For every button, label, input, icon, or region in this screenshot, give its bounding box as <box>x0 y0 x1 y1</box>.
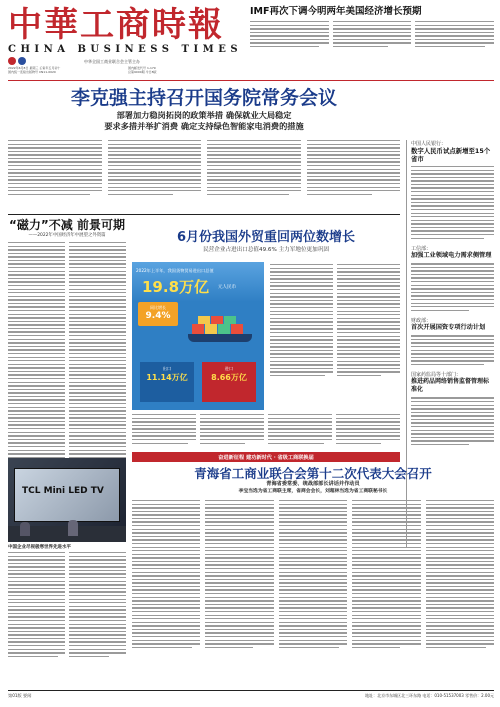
top-story <box>250 6 494 70</box>
lead-body <box>8 140 400 212</box>
infographic-import-value: 8.66万亿 <box>211 373 247 382</box>
sidebar-item-2-kicker: 工信部： <box>411 246 432 253</box>
masthead-logo <box>8 57 16 65</box>
sidebar-item-3-headline: 首次开展国资专项行动计划 <box>411 324 486 332</box>
sidebar-item-3-kicker: 财政部： <box>411 318 432 325</box>
footer-rule <box>8 690 494 691</box>
infographic-growth-value: 9.4% <box>145 311 171 321</box>
lead-subhead-2: 要求多措并举扩消费 确定支持绿色智能家电消费的措施 <box>104 121 304 131</box>
policy-headline: “磁力”不减 前景可期 <box>9 218 125 232</box>
top-story-headline: IMF再次下调今明两年美国经济增长预期 <box>250 6 422 17</box>
footer-left: 第01版 要闻 <box>8 693 32 698</box>
infographic-big-number: 19.8万亿 <box>142 278 210 296</box>
photo-brand-text: TCL Mini LED TV <box>22 486 104 496</box>
bottom-subhead-1: 青海省委常委、统战部部长讲话并作动员 <box>266 481 360 487</box>
masthead <box>8 6 248 74</box>
infographic-export-label: 出口 <box>162 366 172 371</box>
lead-divider <box>8 214 400 215</box>
lead-subhead-1: 部署加力稳岗拓岗的政策举措 确保就业大局稳定 <box>116 110 292 120</box>
sidebar-item-2-headline: 加强工业领域电力需求侧管理 <box>411 252 492 260</box>
sidebar-item-1-kicker: 中国人民银行： <box>411 141 447 147</box>
bottom-headline: 青海省工商业联合会第十二次代表大会召开 <box>194 466 432 481</box>
masthead-logo-2 <box>18 57 26 65</box>
masthead-divider <box>8 80 494 81</box>
product-photo <box>8 458 126 542</box>
masthead-slogan: 中华全国工商业联合会主管主办 <box>84 59 140 64</box>
infographic-growth-box <box>138 302 178 326</box>
lead-story <box>8 86 400 136</box>
ship-illustration <box>186 316 260 360</box>
policy-subhead: ——2022年中国经济年中展望之外资篇 <box>28 233 106 238</box>
banner-text: 奋进新征程 建功新时代 · 省级工商联换届 <box>218 454 314 461</box>
bottom-body <box>132 500 494 686</box>
issue-info-right: 国内邮发代号 1-179 总第9000期 今日8版 <box>128 66 157 74</box>
lead-headline: 李克强主持召开国务院常务会议 <box>70 87 337 109</box>
infographic-export-value: 11.14万亿 <box>146 373 188 382</box>
trade-body-lower <box>132 414 400 452</box>
trade-body <box>270 264 400 410</box>
footer-right: 地址：北京市东城区北三环东路 电话：010-51537003 零售价：2.00元 <box>365 693 494 698</box>
issue-info: 2022年6月8日 星期三 壬寅年五月初十 国内统一连续出版物号 CN11-0020 <box>8 66 61 74</box>
section-banner <box>132 452 400 462</box>
infographic-growth-label: 同比增长 <box>150 305 166 310</box>
bottom-story <box>132 466 494 496</box>
infographic-export-box <box>140 362 194 402</box>
infographic-import-box <box>202 362 256 402</box>
trade-infographic <box>132 262 264 410</box>
trade-subhead: 民营企业占进出口总值49.6% 主力军地位更加巩固 <box>203 247 329 253</box>
sidebar-item-1-headline: 数字人民币试点新增至15个省市 <box>411 147 491 163</box>
infographic-unit: 元人民币 <box>218 285 236 290</box>
photo-caption: 中国企业尽视极寒世界先进水平 <box>8 545 71 550</box>
masthead-title: 中華工商時報 <box>8 5 224 45</box>
masthead-subtitle-en: CHINA BUSINESS TIMES <box>8 44 243 55</box>
photo-story-body <box>8 552 126 686</box>
infographic-import-label: 进口 <box>224 366 234 371</box>
bottom-subhead-2: 李宝当选为省工商联主席，省商会会长，刘超林当选为省工商联秘书长 <box>238 489 388 494</box>
sidebar-item-4-headline: 推进药品网络销售监督管理标准化 <box>411 378 490 394</box>
trade-story <box>132 230 400 260</box>
infographic-caption: 2022年上半年，我国货物贸易进出口总值 <box>136 268 214 273</box>
sidebar-item-4-kicker: 国家药监局等十部门： <box>411 372 462 379</box>
trade-headline: 6月份我国外贸重回两位数增长 <box>176 230 356 245</box>
